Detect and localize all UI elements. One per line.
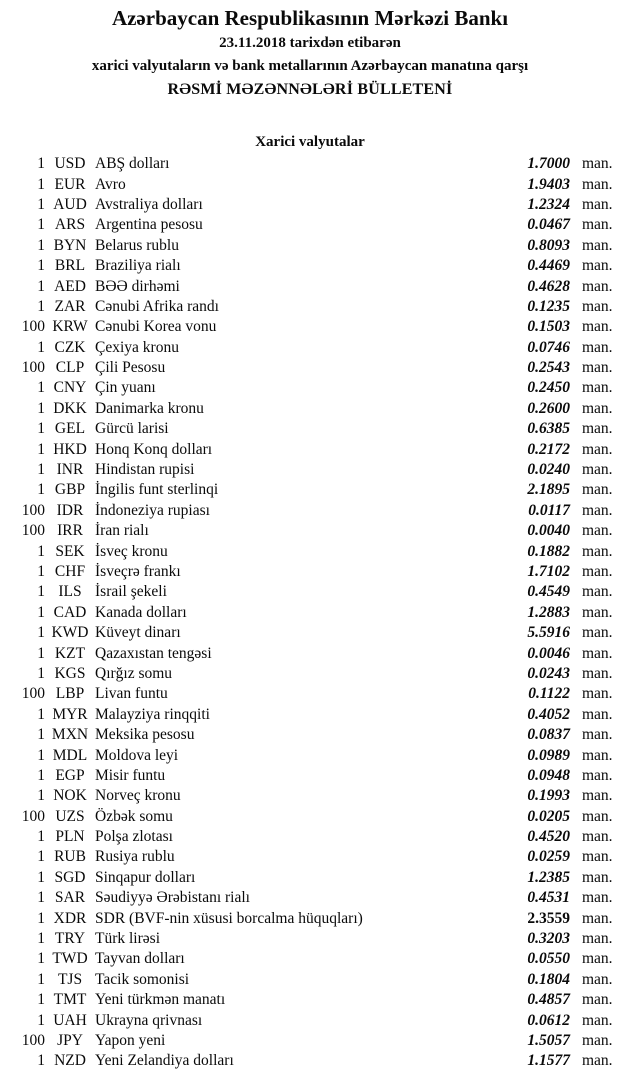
rate-unit: man. xyxy=(582,1011,613,1029)
rate-unit: man. xyxy=(582,807,613,825)
rate-unit: man. xyxy=(582,766,613,784)
currency-code: IRR xyxy=(57,522,83,540)
currency-name: Yeni türkmən manatı xyxy=(95,991,226,1009)
rate-row-czk xyxy=(0,338,620,358)
rate-row-uzs xyxy=(0,807,620,827)
rate-quantity: 100 xyxy=(21,318,45,336)
rate-value: 0.6385 xyxy=(527,420,570,438)
currency-code: DKK xyxy=(53,399,87,417)
rate-row-idr xyxy=(0,501,620,521)
currency-name: Belarus rublu xyxy=(95,236,179,254)
currency-name: Özbək somu xyxy=(95,807,173,825)
rate-row-eur xyxy=(0,174,620,194)
rate-value: 0.3203 xyxy=(527,930,570,948)
currency-code: CLP xyxy=(55,359,85,377)
rate-unit: man. xyxy=(582,195,613,213)
rate-value: 5.5916 xyxy=(527,624,570,642)
currency-name: İndoneziya rupiası xyxy=(95,501,210,519)
currency-code: CHF xyxy=(54,563,86,580)
currency-code: ARS xyxy=(54,216,86,234)
rate-unit: man. xyxy=(582,909,613,927)
currency-name: Gürcü larisi xyxy=(95,420,169,438)
rate-value: 0.0467 xyxy=(527,216,570,234)
rate-row-cad xyxy=(0,603,620,623)
currency-code: ILS xyxy=(58,583,82,601)
currency-name: Səudiyyə Ərəbistanı rialı xyxy=(95,889,250,907)
currency-code: XDR xyxy=(53,909,87,927)
currency-code: LBP xyxy=(55,685,85,703)
rate-value: 0.8093 xyxy=(527,236,570,254)
currency-name: Rusiya rublu xyxy=(95,848,175,866)
rate-quantity: 100 xyxy=(21,522,45,540)
rate-value: 0.4549 xyxy=(527,583,570,601)
rate-quantity: 1 xyxy=(37,542,45,560)
rate-quantity: 1 xyxy=(37,868,45,886)
currency-code: KRW xyxy=(52,318,88,336)
rate-row-kgs xyxy=(0,664,620,684)
currency-code: JPY xyxy=(57,1031,83,1049)
rate-quantity: 1 xyxy=(37,216,45,234)
rate-unit: man. xyxy=(582,216,613,234)
currency-code: SGD xyxy=(54,868,86,886)
rate-row-sar xyxy=(0,888,620,908)
currency-code: BYN xyxy=(53,236,87,254)
rate-unit: man. xyxy=(582,889,613,907)
currency-code: TRY xyxy=(54,930,86,948)
currency-name: Küveyt dinarı xyxy=(95,624,181,642)
currency-code: PLN xyxy=(55,828,85,846)
effective-date-line: 23.11.2018 tarixdən etibarən xyxy=(219,35,401,51)
rate-value: 0.2450 xyxy=(527,379,570,397)
rate-quantity: 1 xyxy=(37,950,45,968)
rate-value: 1.7000 xyxy=(527,155,570,173)
rate-value: 0.1804 xyxy=(527,970,570,988)
rate-quantity: 1 xyxy=(37,399,45,417)
currency-name: Livan funtu xyxy=(95,685,168,703)
rate-unit: man. xyxy=(582,726,613,744)
rate-quantity: 1 xyxy=(37,644,45,662)
rate-quantity: 1 xyxy=(37,297,45,315)
rate-row-byn xyxy=(0,236,620,256)
rate-unit: man. xyxy=(582,603,613,621)
rate-row-mxn xyxy=(0,725,620,745)
rate-value: 1.2883 xyxy=(527,603,570,621)
rate-quantity: 1 xyxy=(37,461,45,479)
rate-value: 1.2385 xyxy=(527,868,570,886)
rate-unit: man. xyxy=(582,828,613,846)
rate-quantity: 1 xyxy=(37,379,45,397)
bulletin-title: RƏSMİ MƏZƏNNƏLƏRİ BÜLLETENİ xyxy=(167,81,453,98)
currency-code: NZD xyxy=(54,1052,86,1070)
currency-code: AED xyxy=(54,277,86,295)
currency-code: EGP xyxy=(55,766,85,784)
rate-row-kzt xyxy=(0,643,620,663)
rate-unit: man. xyxy=(582,542,613,560)
rate-value: 1.9403 xyxy=(527,175,570,193)
rate-value: 0.0746 xyxy=(527,338,570,356)
rate-row-tmt xyxy=(0,990,620,1010)
rate-quantity: 1 xyxy=(37,277,45,295)
rate-row-xdr xyxy=(0,908,620,928)
rate-value: 0.2172 xyxy=(527,440,570,458)
rate-quantity: 1 xyxy=(37,603,45,621)
currency-name: Polşa zlotası xyxy=(95,828,173,846)
rate-row-rub xyxy=(0,847,620,867)
rate-quantity: 1 xyxy=(37,909,45,927)
currency-name: Tacik somonisi xyxy=(95,970,190,988)
currency-code: BRL xyxy=(54,257,86,275)
rate-row-gbp xyxy=(0,480,620,500)
rate-value: 0.0837 xyxy=(527,726,570,744)
currency-code: UZS xyxy=(55,807,85,825)
currency-name: Qırğız somu xyxy=(95,664,173,682)
rate-quantity: 1 xyxy=(37,624,45,642)
subtitle-line: xarici valyutaların və bank metallarının Azərbaycan manatına qarşı xyxy=(91,58,529,74)
rate-value: 2.1895 xyxy=(527,481,570,499)
rate-unit: man. xyxy=(582,277,613,295)
rate-quantity: 1 xyxy=(37,338,45,356)
rate-unit: man. xyxy=(582,461,613,479)
rate-value: 0.4531 xyxy=(527,889,570,907)
currency-name: Misir funtu xyxy=(95,766,166,784)
rate-quantity: 1 xyxy=(37,705,45,723)
currency-code: MYR xyxy=(52,705,88,723)
currency-code: USD xyxy=(54,155,86,173)
currency-code: GEL xyxy=(54,420,86,438)
currency-name: Yeni Zelandiya dolları xyxy=(95,1052,234,1070)
rate-value: 0.0117 xyxy=(528,501,570,519)
currency-name: İsveçrə frankı xyxy=(95,563,181,580)
currency-code: TWD xyxy=(52,950,88,968)
rate-value: 0.2543 xyxy=(527,359,570,377)
rate-quantity: 1 xyxy=(37,257,45,275)
currency-code: NOK xyxy=(53,787,87,805)
rate-quantity: 1 xyxy=(37,236,45,254)
rate-quantity: 1 xyxy=(37,1052,45,1070)
rate-quantity: 1 xyxy=(37,195,45,213)
rate-value: 0.4857 xyxy=(527,991,570,1009)
rate-row-egp xyxy=(0,766,620,786)
rate-unit: man. xyxy=(582,950,613,968)
rate-row-irr xyxy=(0,521,620,541)
currency-name: Malayziya rinqqiti xyxy=(95,705,210,723)
rate-value: 0.0948 xyxy=(527,766,570,784)
currency-name: Cənubi Korea vonu xyxy=(95,318,217,336)
rate-unit: man. xyxy=(582,155,613,173)
currency-code: CAD xyxy=(53,603,87,621)
currency-code: KWD xyxy=(51,624,89,642)
currency-name: Türk lirəsi xyxy=(95,930,160,948)
rate-row-sek xyxy=(0,541,620,561)
currency-name: İsrail şekeli xyxy=(95,583,167,601)
rate-value: 0.0205 xyxy=(527,807,570,825)
rate-row-inr xyxy=(0,460,620,480)
currency-code: MDL xyxy=(52,746,88,764)
rate-quantity: 1 xyxy=(37,991,45,1009)
currency-code: SEK xyxy=(55,542,85,560)
rate-unit: man. xyxy=(582,705,613,723)
rate-quantity: 100 xyxy=(21,501,45,519)
rate-unit: man. xyxy=(582,175,613,193)
rate-unit: man. xyxy=(582,257,613,275)
currency-name: Avstraliya dolları xyxy=(95,195,203,213)
currency-rates-table xyxy=(0,154,620,1072)
currency-name: Kanada dolları xyxy=(95,603,187,621)
rate-unit: man. xyxy=(582,685,613,703)
currency-code: CZK xyxy=(54,338,86,356)
rate-value: 0.4469 xyxy=(527,257,570,275)
rate-quantity: 100 xyxy=(21,685,45,703)
currency-name: Yapon yeni xyxy=(95,1031,166,1049)
rate-unit: man. xyxy=(582,1052,613,1070)
rate-row-clp xyxy=(0,358,620,378)
rate-row-kwd xyxy=(0,623,620,643)
currency-name: Cənubi Afrika randı xyxy=(95,297,219,315)
rate-value: 0.1122 xyxy=(528,685,570,703)
rate-unit: man. xyxy=(582,563,613,580)
rate-value: 0.0040 xyxy=(527,522,570,540)
rate-quantity: 100 xyxy=(21,1031,45,1049)
rate-row-jpy xyxy=(0,1031,620,1051)
rate-value: 0.0550 xyxy=(527,950,570,968)
rate-unit: man. xyxy=(582,1031,613,1049)
rate-unit: man. xyxy=(582,359,613,377)
rate-unit: man. xyxy=(582,583,613,601)
rate-quantity: 1 xyxy=(37,746,45,764)
rate-row-myr xyxy=(0,705,620,725)
rate-unit: man. xyxy=(582,991,613,1009)
rate-quantity: 1 xyxy=(37,481,45,499)
rate-quantity: 1 xyxy=(37,1011,45,1029)
currency-name: Meksika pesosu xyxy=(95,726,195,744)
currency-code: CNY xyxy=(53,379,87,397)
rate-unit: man. xyxy=(582,236,613,254)
rate-row-gel xyxy=(0,419,620,439)
currency-name: Çin yuanı xyxy=(95,379,156,397)
rate-value: 0.1882 xyxy=(527,542,570,560)
rate-unit: man. xyxy=(582,522,613,540)
section-title-foreign-currencies: Xarici valyutalar xyxy=(255,134,365,150)
rate-quantity: 1 xyxy=(37,563,45,580)
rate-quantity: 1 xyxy=(37,889,45,907)
rate-row-zar xyxy=(0,297,620,317)
rate-row-aed xyxy=(0,276,620,296)
rate-row-krw xyxy=(0,317,620,337)
currency-name: Argentina pesosu xyxy=(95,216,203,234)
rate-unit: man. xyxy=(582,420,613,438)
currency-name: Çili Pesosu xyxy=(95,359,166,377)
rate-quantity: 1 xyxy=(37,664,45,682)
rate-value: 0.1993 xyxy=(527,787,570,805)
rate-unit: man. xyxy=(582,379,613,397)
rate-row-try xyxy=(0,929,620,949)
rate-unit: man. xyxy=(582,399,613,417)
currency-code: SAR xyxy=(54,889,86,907)
rate-unit: man. xyxy=(582,664,613,682)
rate-unit: man. xyxy=(582,297,613,315)
currency-name: İsveç kronu xyxy=(95,542,168,560)
currency-code: GBP xyxy=(54,481,86,499)
rate-unit: man. xyxy=(582,930,613,948)
rate-unit: man. xyxy=(582,338,613,356)
rate-unit: man. xyxy=(582,787,613,805)
rate-quantity: 1 xyxy=(37,970,45,988)
rate-quantity: 100 xyxy=(21,359,45,377)
rate-value: 0.1503 xyxy=(527,318,570,336)
rate-row-usd xyxy=(0,154,620,174)
rate-value: 1.5057 xyxy=(527,1031,570,1049)
rate-row-uah xyxy=(0,1010,620,1030)
rate-row-mdl xyxy=(0,745,620,765)
rate-row-nok xyxy=(0,786,620,806)
currency-name: Braziliya rialı xyxy=(95,257,181,275)
currency-code: IDR xyxy=(56,501,84,519)
currency-code: RUB xyxy=(54,848,86,866)
rate-unit: man. xyxy=(582,481,613,499)
rate-value: 0.2600 xyxy=(527,399,570,417)
rate-row-chf xyxy=(0,562,620,582)
currency-name: Avro xyxy=(95,175,126,193)
currency-name: Danimarka kronu xyxy=(95,399,204,417)
rate-unit: man. xyxy=(582,501,613,519)
currency-name: ABŞ dolları xyxy=(95,155,170,173)
rate-value: 0.4520 xyxy=(527,828,570,846)
rate-row-ils xyxy=(0,582,620,602)
currency-name: Qazaxıstan tengəsi xyxy=(95,644,212,662)
rate-value: 1.2324 xyxy=(527,195,570,213)
rate-value: 0.0989 xyxy=(527,746,570,764)
rate-value: 0.4628 xyxy=(527,277,570,295)
rate-quantity: 1 xyxy=(37,155,45,173)
rate-unit: man. xyxy=(582,746,613,764)
rate-value: 0.4052 xyxy=(527,705,570,723)
currency-name: Tayvan dolları xyxy=(95,950,185,968)
rate-quantity: 100 xyxy=(21,807,45,825)
rate-unit: man. xyxy=(582,644,613,662)
currency-code: ZAR xyxy=(54,297,86,315)
rate-quantity: 1 xyxy=(37,175,45,193)
currency-code: AUD xyxy=(53,195,87,213)
rate-quantity: 1 xyxy=(37,787,45,805)
rate-quantity: 1 xyxy=(37,828,45,846)
rate-value: 0.0240 xyxy=(527,461,570,479)
bank-title: Azərbaycan Respublikasının Mərkəzi Bankı xyxy=(111,6,509,30)
currency-name: İran rialı xyxy=(95,522,149,540)
rate-quantity: 1 xyxy=(37,848,45,866)
rate-value: 1.1577 xyxy=(527,1052,570,1070)
rate-unit: man. xyxy=(582,440,613,458)
currency-name: Hindistan rupisi xyxy=(95,461,195,479)
rate-row-lbp xyxy=(0,684,620,704)
rate-unit: man. xyxy=(582,318,613,336)
currency-name: Moldova leyi xyxy=(95,746,179,764)
currency-code: INR xyxy=(56,461,84,479)
rate-quantity: 1 xyxy=(37,583,45,601)
rate-row-sgd xyxy=(0,868,620,888)
rate-unit: man. xyxy=(582,624,613,642)
currency-code: TMT xyxy=(53,991,87,1009)
currency-name: Ukrayna qrivnası xyxy=(95,1011,203,1029)
rate-row-twd xyxy=(0,949,620,969)
rate-row-aud xyxy=(0,195,620,215)
currency-name: Norveç kronu xyxy=(95,787,181,805)
currency-code: KZT xyxy=(54,644,86,662)
rate-value: 2.3559 xyxy=(527,909,570,927)
rate-row-cny xyxy=(0,378,620,398)
rate-unit: man. xyxy=(582,970,613,988)
currency-name: İngilis funt sterlinqi xyxy=(95,481,219,499)
rate-row-tjs xyxy=(0,970,620,990)
currency-code: EUR xyxy=(54,175,86,193)
currency-name: Honq Konq dolları xyxy=(95,440,213,458)
rate-quantity: 1 xyxy=(37,420,45,438)
rate-row-nzd xyxy=(0,1051,620,1071)
currency-code: HKD xyxy=(53,440,87,458)
rate-quantity: 1 xyxy=(37,726,45,744)
rate-quantity: 1 xyxy=(37,766,45,784)
rate-row-dkk xyxy=(0,399,620,419)
rate-row-hkd xyxy=(0,439,620,459)
currency-code: UAH xyxy=(53,1011,87,1029)
currency-name: SDR (BVF-nin xüsusi borcalma hüquqları) xyxy=(95,909,363,927)
rate-value: 0.0046 xyxy=(527,644,570,662)
rate-value: 1.7102 xyxy=(527,563,570,580)
rate-quantity: 1 xyxy=(37,440,45,458)
rate-value: 0.1235 xyxy=(527,297,570,315)
currency-code: KGS xyxy=(54,664,86,682)
currency-code: TJS xyxy=(57,970,83,988)
rate-row-pln xyxy=(0,827,620,847)
rate-value: 0.0612 xyxy=(527,1011,570,1029)
rate-unit: man. xyxy=(582,848,613,866)
rate-row-ars xyxy=(0,215,620,235)
currency-code: MXN xyxy=(51,726,89,744)
bulletin-header xyxy=(0,0,620,101)
currency-name: Çexiya kronu xyxy=(95,338,179,356)
rate-quantity: 1 xyxy=(37,930,45,948)
currency-name: Sinqapur dolları xyxy=(95,868,196,886)
rate-value: 0.0259 xyxy=(527,848,570,866)
rate-unit: man. xyxy=(582,868,613,886)
rate-value: 0.0243 xyxy=(527,664,570,682)
rate-row-brl xyxy=(0,256,620,276)
currency-name: BƏƏ dirhəmi xyxy=(95,277,180,295)
